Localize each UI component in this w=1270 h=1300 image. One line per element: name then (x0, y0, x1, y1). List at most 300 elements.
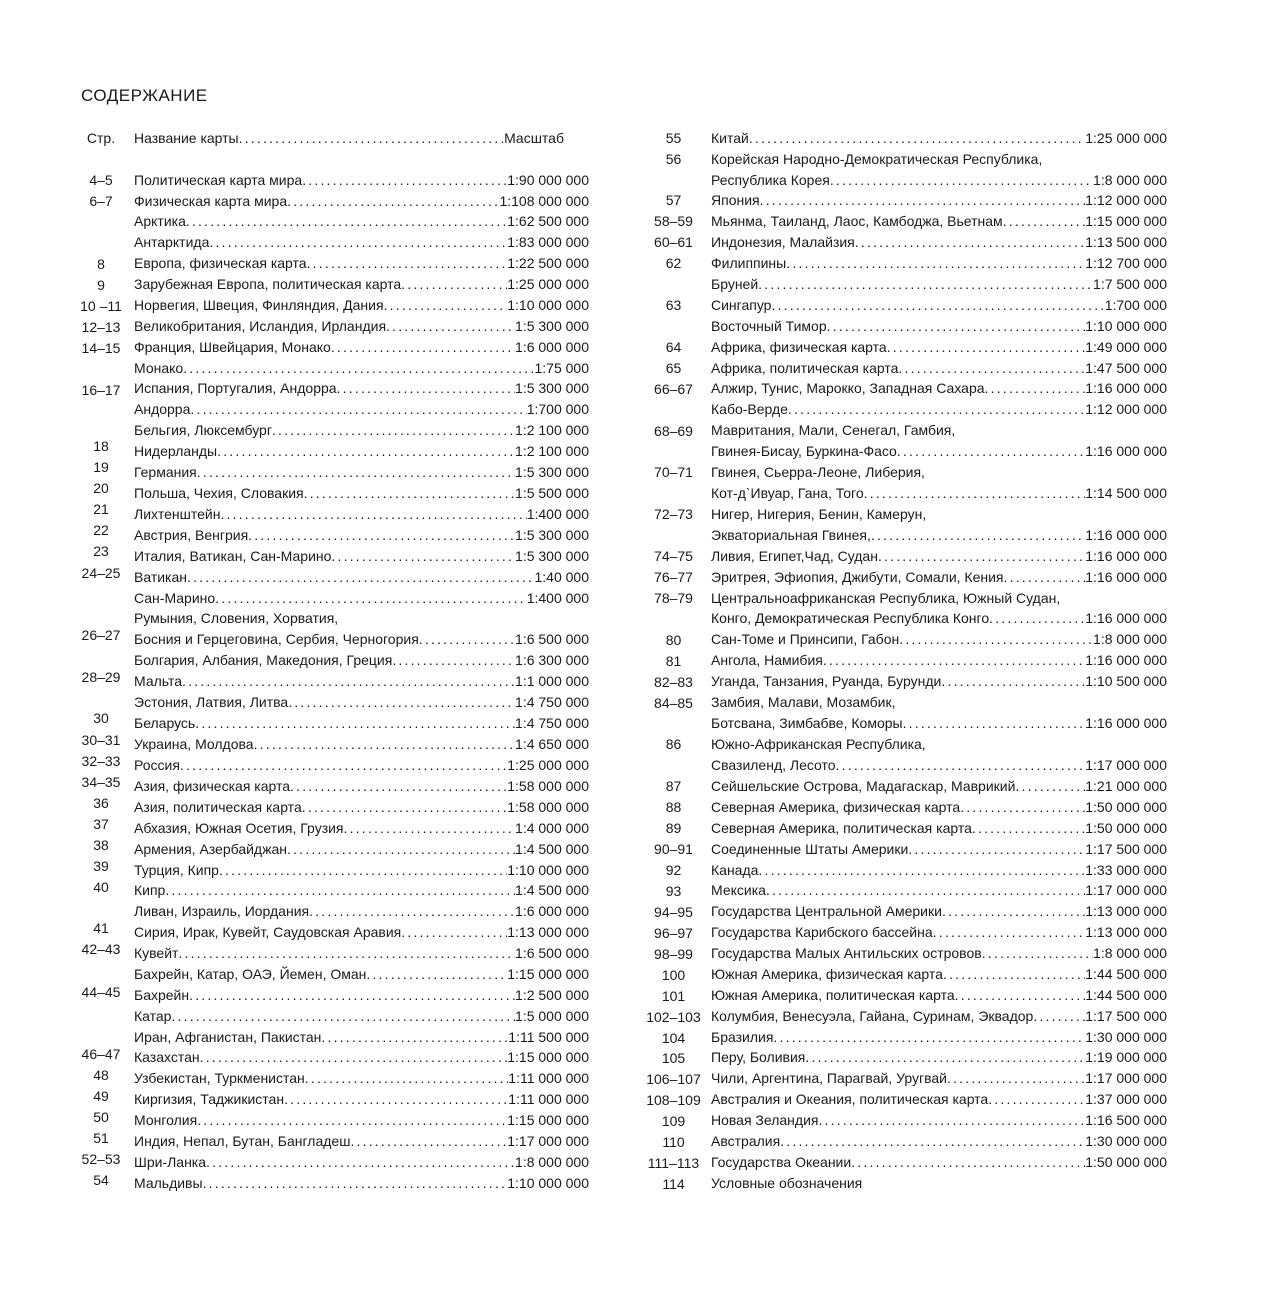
map-scale: 1:58 000 000 (507, 799, 589, 815)
dot-leader (220, 504, 526, 525)
dot-leader (1015, 776, 1085, 797)
map-name: Антарктида (134, 234, 210, 250)
page-number: 57 (665, 192, 682, 208)
map-scale: 1:108 000 000 (499, 193, 589, 209)
toc-entry (134, 1006, 589, 1027)
dot-leader (200, 1047, 508, 1068)
map-name: Шри-Ланка (134, 1154, 207, 1170)
map-scale: 1:700 000 (1104, 297, 1167, 313)
page-number: 88 (665, 799, 682, 815)
toc-entry (711, 588, 1167, 609)
dot-leader (217, 441, 515, 462)
map-name: Монголия (134, 1112, 198, 1128)
toc-entry (711, 818, 1167, 839)
map-name: Филиппины (711, 255, 787, 271)
toc-entry (711, 253, 1167, 274)
page-number: 98–99 (654, 946, 693, 962)
map-name: Бельгия, Люксембург (134, 422, 272, 438)
dot-leader (386, 316, 515, 337)
dot-leader (903, 713, 1086, 734)
map-name: Болгария, Албания, Македония, Греция (134, 652, 393, 668)
map-name: Казахстан (134, 1049, 200, 1065)
toc-entry (134, 776, 589, 797)
toc-entry (711, 149, 1167, 170)
map-scale: 1:44 500 000 (1085, 987, 1167, 1003)
dot-leader (165, 880, 515, 901)
map-name: Кипр (134, 882, 166, 898)
map-name: Испания, Португалия, Андорра (134, 380, 337, 396)
map-name: Ангола, Намибия (711, 652, 823, 668)
map-scale: 1:13 000 000 (1085, 924, 1167, 940)
toc-entry (711, 901, 1167, 922)
map-scale: 1:17 000 000 (1085, 1070, 1167, 1086)
dot-leader (401, 922, 507, 943)
dot-leader (887, 337, 1086, 358)
map-name: Азия, политическая карта (134, 799, 302, 815)
page-number: 4–5 (89, 172, 113, 188)
map-scale: 1:16 500 000 (1085, 1112, 1167, 1128)
map-scale: 1:15 000 000 (507, 1049, 589, 1065)
map-scale: 1:16 000 000 (1085, 548, 1167, 564)
dot-leader (818, 1110, 1085, 1131)
map-scale: 1:400 000 (526, 590, 589, 606)
toc-entry (711, 567, 1167, 588)
map-scale: 1:12 700 000 (1085, 255, 1167, 271)
dot-leader (786, 253, 1085, 274)
map-scale: 1:10 000 000 (507, 1175, 589, 1191)
toc-entry (134, 316, 589, 337)
page-number: 94–95 (654, 904, 693, 920)
map-scale: 1:15 000 000 (1085, 213, 1167, 229)
map-scale: 1:16 000 000 (1085, 569, 1167, 585)
toc-entry (134, 755, 589, 776)
dot-leader (947, 1068, 1085, 1089)
page-number: 109 (661, 1113, 686, 1129)
map-name: Лихтенштейн (134, 506, 221, 522)
toc-entry (711, 441, 1167, 462)
page-number: 111–113 (647, 1155, 700, 1171)
dot-leader (955, 985, 1086, 1006)
dot-leader (183, 358, 534, 379)
map-name: Нигер, Нигерия, Бенин, Камерун, (711, 506, 927, 522)
map-name: Арктика (134, 213, 186, 229)
map-name: Канада (711, 862, 759, 878)
toc-entry (134, 378, 589, 399)
map-scale: 1:17 500 000 (1085, 1008, 1167, 1024)
map-name: Беларусь (134, 715, 196, 731)
page-number: 64 (665, 339, 682, 355)
page-number: 101 (661, 988, 686, 1004)
dot-leader (287, 191, 499, 212)
map-name: Гвинея, Сьерра-Леоне, Либерия, (711, 464, 925, 480)
dot-leader (982, 943, 1093, 964)
page-number: 56 (665, 151, 682, 167)
map-scale: 1:6 000 000 (515, 903, 589, 919)
toc-entry (711, 211, 1167, 232)
map-scale: 1:22 500 000 (507, 255, 589, 271)
page-number: 46–47 (81, 1046, 121, 1062)
page-number: 10 –11 (80, 298, 122, 314)
page-number: 9 (97, 277, 105, 293)
map-name: Азия, физическая карта (134, 778, 291, 794)
map-scale: 1:5 500 000 (515, 485, 589, 501)
dot-leader (758, 860, 1085, 881)
header-name-label: Название карты (134, 130, 239, 146)
map-scale: 1:11 000 000 (508, 1070, 589, 1086)
toc-entry (711, 337, 1167, 358)
map-scale: 1:16 000 000 (1085, 652, 1167, 668)
map-name: Условные обозначения (711, 1175, 863, 1191)
toc-entry (711, 985, 1167, 1006)
dot-leader (206, 1152, 515, 1173)
page-number: 63 (665, 297, 682, 313)
map-scale: 1:16 000 000 (1085, 715, 1167, 731)
map-name: Южная Америка, политическая карта (711, 987, 955, 1003)
dot-leader (304, 483, 515, 504)
map-scale: 1:19 000 000 (1085, 1049, 1167, 1065)
dot-leader (239, 128, 504, 149)
map-scale: 1:83 000 000 (507, 234, 589, 250)
map-name: Мальдивы (134, 1175, 203, 1191)
map-scale: 1:5 300 000 (515, 380, 589, 396)
dot-leader (180, 755, 507, 776)
toc-entry (134, 1110, 589, 1131)
dot-leader (972, 818, 1085, 839)
map-scale: 1:21 000 000 (1085, 778, 1167, 794)
map-name: Эритрея, Эфиопия, Джибути, Сомали, Кения (711, 569, 1004, 585)
toc-entry (134, 170, 589, 191)
toc-entry (711, 1068, 1167, 1089)
map-scale: 1:17 000 000 (507, 1133, 589, 1149)
map-scale: 1:8 000 000 (515, 1154, 589, 1170)
dot-leader (419, 629, 515, 650)
toc-entry (134, 483, 589, 504)
toc-entry (134, 358, 589, 379)
map-name: Мавритания, Мали, Сенегал, Гамбия, (711, 422, 956, 438)
toc-entry (711, 399, 1167, 420)
page-number: 44–45 (81, 984, 121, 1000)
dot-leader (823, 650, 1085, 671)
page-number: 110 (662, 1134, 685, 1150)
dot-leader (908, 839, 1085, 860)
map-scale: 1:40 000 (534, 569, 589, 585)
map-name: Корейская Народно-Демократическая Республика, (711, 151, 1043, 167)
toc-entry (711, 755, 1167, 776)
page-number: 18 (93, 438, 109, 454)
map-name: Гвинея-Бисау, Буркина-Фасо (711, 443, 897, 459)
toc-entry (711, 232, 1167, 253)
page-number: 21 (93, 501, 109, 517)
map-scale: 1:10 000 000 (507, 862, 589, 878)
dot-leader (1003, 211, 1086, 232)
map-scale: 1:17 500 000 (1085, 841, 1167, 857)
page-number: 8 (97, 256, 105, 272)
toc-entry (711, 483, 1167, 504)
page-number: 62 (665, 255, 682, 271)
map-name: Государства Океании (711, 1154, 852, 1170)
map-name: Сейшельские Острова, Мадагаскар, Маврикий (711, 778, 1016, 794)
map-name: Норвегия, Швеция, Финляндия, Дания (134, 297, 384, 313)
toc-entry (134, 504, 589, 525)
map-name: Кот-д`Ивуар, Гана, Того (711, 485, 864, 501)
page-number: 58–59 (654, 213, 693, 229)
dot-leader (215, 588, 527, 609)
toc-entry (134, 629, 589, 650)
map-name: Япония (711, 192, 760, 208)
map-scale: 1:15 000 000 (507, 966, 589, 982)
map-scale: 1:30 000 000 (1085, 1029, 1167, 1045)
dot-leader (864, 483, 1086, 504)
dot-leader (186, 211, 507, 232)
header-scale-label: Масштаб (504, 130, 564, 146)
toc-entry (134, 692, 589, 713)
map-name: Колумбия, Венесуэла, Гайана, Суринам, Эквадор (711, 1008, 1034, 1024)
toc-entry (711, 128, 1167, 149)
dot-leader (851, 1152, 1085, 1173)
page-number: 42–43 (81, 941, 121, 957)
map-name: Андорра (134, 401, 191, 417)
map-name: Италия, Ватикан, Сан-Марино (134, 548, 332, 564)
dot-leader (272, 420, 515, 441)
dot-leader (182, 671, 515, 692)
page-number: 40 (93, 879, 109, 895)
map-name: Сан-Марино (134, 590, 216, 606)
map-name: Австралия и Океания, политическая карта (711, 1091, 989, 1107)
map-scale: 1:25 000 000 (1085, 130, 1167, 146)
map-name: Южная Америка, физическая карта (711, 966, 943, 982)
page-number: 24–25 (81, 565, 121, 581)
map-scale: 1:12 000 000 (1085, 192, 1167, 208)
map-scale: 1:17 000 000 (1085, 757, 1167, 773)
page-number: 80 (665, 632, 682, 648)
map-scale: 1:10 000 000 (1085, 318, 1167, 334)
toc-entry (134, 713, 589, 734)
toc-entry (711, 629, 1167, 650)
page-number: 36 (93, 795, 109, 811)
page-number: 60–61 (654, 234, 693, 250)
map-scale: 1:11 500 000 (508, 1029, 589, 1045)
map-name: Мексика (711, 882, 766, 898)
dot-leader (773, 1027, 1085, 1048)
toc-entry (711, 734, 1167, 755)
map-name: Абхазия, Южная Осетия, Грузия (134, 820, 344, 836)
dot-leader (898, 358, 1085, 379)
map-name: Мальта (134, 673, 183, 689)
dot-leader (1004, 567, 1086, 588)
map-name: Сингапур (711, 297, 772, 313)
map-name: Чили, Аргентина, Парагвай, Уругвай (711, 1070, 947, 1086)
page-number: 30 (93, 710, 109, 726)
map-name: Южно-Африканская Республика, (711, 736, 926, 752)
toc-entry (134, 420, 589, 441)
page-number: 92 (665, 862, 682, 878)
toc-entry (711, 462, 1167, 483)
map-name: Африка, политическая карта (711, 360, 899, 376)
dot-leader (827, 316, 1086, 337)
map-scale: 1:6 000 000 (515, 339, 589, 355)
map-scale: 1:47 500 000 (1085, 360, 1167, 376)
page-number: 38 (93, 837, 109, 853)
map-name: Алжир, Тунис, Марокко, Западная Сахара (711, 380, 985, 396)
map-scale: 1:4 750 000 (515, 715, 589, 731)
toc-entry (711, 274, 1167, 295)
map-scale: 1:6 500 000 (515, 945, 589, 961)
dot-leader (384, 295, 508, 316)
toc-entry (134, 650, 589, 671)
map-name: Австрия, Венгрия (134, 527, 249, 543)
page-number: 37 (93, 816, 109, 832)
toc-entry (711, 964, 1167, 985)
page-number: 23 (93, 543, 109, 559)
map-name: Индонезия, Малайзия (711, 234, 855, 250)
map-scale: 1:58 000 000 (507, 778, 589, 794)
dot-leader (284, 1089, 508, 1110)
toc-entry (134, 211, 589, 232)
map-name: Республика Корея (711, 172, 830, 188)
map-name: Узбекистан, Туркменистан (134, 1070, 305, 1086)
map-scale: 1:75 000 (534, 360, 589, 376)
toc-entry (711, 776, 1167, 797)
dot-leader (307, 253, 508, 274)
map-scale: 1:5 300 000 (515, 548, 589, 564)
toc-entry (134, 567, 589, 588)
map-name: Кабо-Верде (711, 401, 788, 417)
page-number: 6–7 (89, 193, 113, 209)
dot-leader (248, 525, 515, 546)
toc-entry (711, 797, 1167, 818)
page-number: 50 (93, 1109, 109, 1125)
toc-entry (711, 190, 1167, 211)
dot-leader (309, 901, 515, 922)
header-row (134, 128, 564, 149)
toc-entry (711, 860, 1167, 881)
map-name: Ботсвана, Зимбабве, Коморы (711, 715, 903, 731)
map-name: Зарубежная Европа, политическая карта (134, 276, 402, 292)
dot-leader (985, 378, 1086, 399)
toc-entry (134, 901, 589, 922)
toc-entry (134, 274, 589, 295)
map-name: Украина, Молдова (134, 736, 254, 752)
page-number: 34–35 (81, 774, 121, 790)
map-name: Государства Карибского бассейна (711, 924, 933, 940)
map-name: Мьянма, Таиланд, Лаос, Камбоджа, Вьетнам (711, 213, 1003, 229)
dot-leader (871, 525, 1085, 546)
dot-leader (1033, 1006, 1085, 1027)
map-scale: 1:7 500 000 (1093, 276, 1167, 292)
dot-leader (989, 608, 1085, 629)
page-number: 84–85 (654, 695, 693, 711)
toc-entry (711, 671, 1167, 692)
dot-leader (766, 880, 1085, 901)
map-name: Центральноафриканская Республика, Южный Судан, (711, 590, 1061, 606)
page-number: 20 (93, 480, 109, 496)
map-name: Сан-Томе и Принсипи, Габон (711, 631, 900, 647)
dot-leader (195, 713, 515, 734)
map-scale: 1:25 000 000 (507, 757, 589, 773)
toc-entry (134, 922, 589, 943)
toc-entry (711, 713, 1167, 734)
map-name: Новая Зеландия (711, 1112, 819, 1128)
map-name: Польша, Чехия, Словакия (134, 485, 304, 501)
toc-entry (711, 1089, 1167, 1110)
map-name: Армения, Азербайджан (134, 841, 287, 857)
map-scale: 1:4 650 000 (515, 736, 589, 752)
page-number: 96–97 (654, 925, 693, 941)
toc-entry (134, 588, 589, 609)
map-name: Киргизия, Таджикистан (134, 1091, 285, 1107)
dot-leader (366, 964, 507, 985)
map-name: Иран, Афганистан, Пакистан (134, 1029, 322, 1045)
map-name: Ливия, Египет,Чад, Судан (711, 548, 878, 564)
page-number: 105 (661, 1050, 686, 1066)
map-name: Индия, Непал, Бутан, Бангладеш (134, 1133, 351, 1149)
map-scale: 1:13 500 000 (1085, 234, 1167, 250)
page-number: 78–79 (654, 590, 693, 606)
toc-entry (134, 1089, 589, 1110)
dot-leader (855, 232, 1085, 253)
toc-entry (711, 295, 1167, 316)
toc-entry (134, 839, 589, 860)
dot-leader (197, 462, 515, 483)
map-scale: 1:10 000 000 (507, 297, 589, 313)
toc-entry (711, 1173, 1167, 1194)
dot-leader (331, 337, 515, 358)
map-scale: 1:50 000 000 (1085, 799, 1167, 815)
toc-entry (711, 1131, 1167, 1152)
map-scale: 1:15 000 000 (507, 1112, 589, 1128)
map-scale: 1:4 000 000 (515, 820, 589, 836)
dot-leader (899, 629, 1093, 650)
map-scale: 1:16 000 000 (1085, 527, 1167, 543)
toc-entry (134, 191, 589, 212)
map-scale: 1:6 500 000 (515, 631, 589, 647)
toc-entry (134, 964, 589, 985)
page-number: 14–15 (81, 340, 121, 356)
dot-leader (760, 190, 1086, 211)
map-scale: 1:5 300 000 (515, 464, 589, 480)
page-number: 81 (665, 653, 682, 669)
toc-entry (134, 295, 589, 316)
map-name: Уганда, Танзания, Руанда, Бурунди (711, 673, 942, 689)
map-scale: 1:8 000 000 (1093, 172, 1167, 188)
map-name: Турция, Кипр (134, 862, 219, 878)
map-name: Перу, Боливия (711, 1049, 806, 1065)
dot-leader (302, 797, 508, 818)
toc-entry (711, 525, 1167, 546)
page-number: 48 (93, 1067, 109, 1083)
map-scale: 1:16 000 000 (1085, 610, 1167, 626)
map-name: Бруней (711, 276, 759, 292)
toc-entry (711, 608, 1167, 629)
map-scale: 1:37 000 000 (1085, 1091, 1167, 1107)
toc-entry (711, 650, 1167, 671)
dot-leader (287, 839, 515, 860)
map-scale: 1:90 000 000 (507, 172, 589, 188)
page-number: 28–29 (81, 669, 121, 685)
page-number: 87 (665, 778, 682, 794)
dot-leader (350, 1131, 507, 1152)
map-scale: 1:17 000 000 (1085, 882, 1167, 898)
toc-entry (711, 1006, 1167, 1027)
dot-leader (290, 776, 507, 797)
toc-entry (711, 358, 1167, 379)
map-scale: 1:13 000 000 (507, 924, 589, 940)
toc-entry (711, 922, 1167, 943)
map-name: Румыния, Словения, Хорватия, (134, 610, 339, 626)
map-name: Сирия, Ирак, Кувейт, Саудовская Аравия (134, 924, 402, 940)
map-scale: 1:25 000 000 (507, 276, 589, 292)
map-name: Кувейт (134, 945, 179, 961)
